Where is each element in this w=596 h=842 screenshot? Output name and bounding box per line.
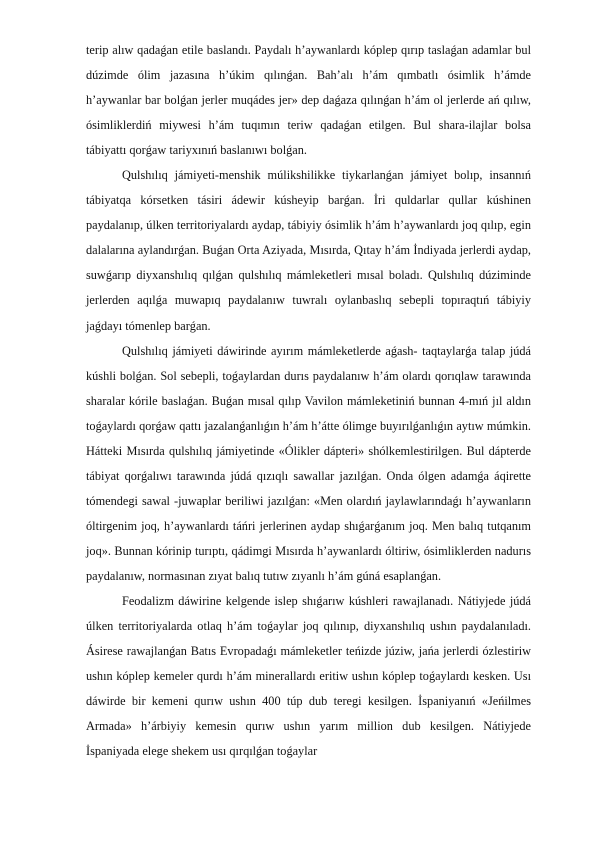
paragraph: Qulshılıq jámiyeti dáwirinde ayırım mámleketlerde aǵash- taqtaylarǵa talap júdá kúshli bolǵan. Sol sebepli, toǵaylardan durıs paydalanıw h’ám olardı qorıqlaw tarawında sharalar kórile baslaǵan. Buǵan mısal qılıp Vavilon mámleketiniń bunnan 4-mıń jıl aldın toǵaylardı qorǵaw qattı jazalanǵanlıǵın h’ám h’átte ólimge buyırılǵanlıǵın aytıw múmkin. Hátteki Mısırda qulshılıq jámiyetinde «Ólikler dápteri» shólkemlestirilgen. Bul dápterde tábiyat qorǵalıwı tarawında júdá qızıqlı sawallar jazılǵan. Onda ólgen adamǵa áqirette tómendegi sawal -juwaplar beriliwi jazılǵan: «Men olardıń jaylawlarındaǵı h’aywanların óltirgenim joq, h’aywanlardı táńri jerlerinen aydap shıǵarǵanım joq. Men balıq tutqanım joq». Bunnan kórinip turıptı, qádimgi Mısırda h’aywanlardı óltiriw, ósimliklerden nadurıs paydalanıw, normasınan zıyat balıq tutıw zıyanlı h’ám gúná esaplanǵan. xyxy=(86,343,531,583)
document-page xyxy=(86,38,531,764)
paragraph: terip alıw qadaǵan etile baslandı. Paydalı h’aywanlardı kóplep qırıp taslaǵan adamlar bul dúzimde ólim jazasına h’úkim qılınǵan. Bah’alı h’ám qımbatlı ósimlik h’ámde h’aywanlar bar bolǵan jerler muqádes jer» dep daǵaza qılınǵan h’ám ol jerlerde ań qılıw, ósimliklerdiń miywesi h’ám tuqımın teriw qadaǵan etilgen. Bul shara-ilajlar bolsa tábiyattı qorǵaw tariyxınıń baslanıwı bolǵan. xyxy=(86,43,531,158)
paragraph: Qulshılıq jámiyeti-menshik múlikshilikke tiykarlanǵan jámiyet bolıp, insannıń tábiyatqa kórsetken tásiri ádewir kúsheyip barǵan. İri quldarlar qullar kúshinen paydalanıp, úlken territoriyalardı aydap, tábiyiy ósimlik h’ám h’aywanlardı joq qılıp, egin dalalarına aylandırǵan. Buǵan Orta Aziyada, Mısırda, Qıtay h’ám İndiyada jerlerdi aydap, suwǵarıp diyxanshılıq qılǵan qulshılıq mámleketleri mısal boladı. Qulshılıq dúziminde jerlerden aqılǵa muwapıq paydalanıw tuwralı oylanbaslıq sebepli topıraqtıń tábiyiy jaǵdayı tómenlep barǵan. xyxy=(86,168,531,333)
paragraph: Feodalizm dáwirine kelgende islep shıǵarıw kúshleri rawajlanadı. Nátiyjede júdá úlken territoriyalarda otlaq h’ám toǵaylar joq qılınıp, diyxanshılıq ushın paydalanıladı. Ásirese rawajlanǵan Batıs Evropadaǵı mámleketler teńizde júziw, jańa jerlerdi ózlestiriw ushın kóplep kemeler qurdı h’ám minerallardı eritiw ushın kóplep toǵaylardı kesken. Usı dáwirde bir kemeni qurıw ushın 400 túp dub teregi kesilgen. İspaniyanıń «Jeńilmes Armada» h’árbiyiy kemesin qurıw ushın yarım million dub kesilgen. Nátiyjede İspaniyada elege shekem usı qırqılǵan toǵaylar xyxy=(86,594,531,759)
